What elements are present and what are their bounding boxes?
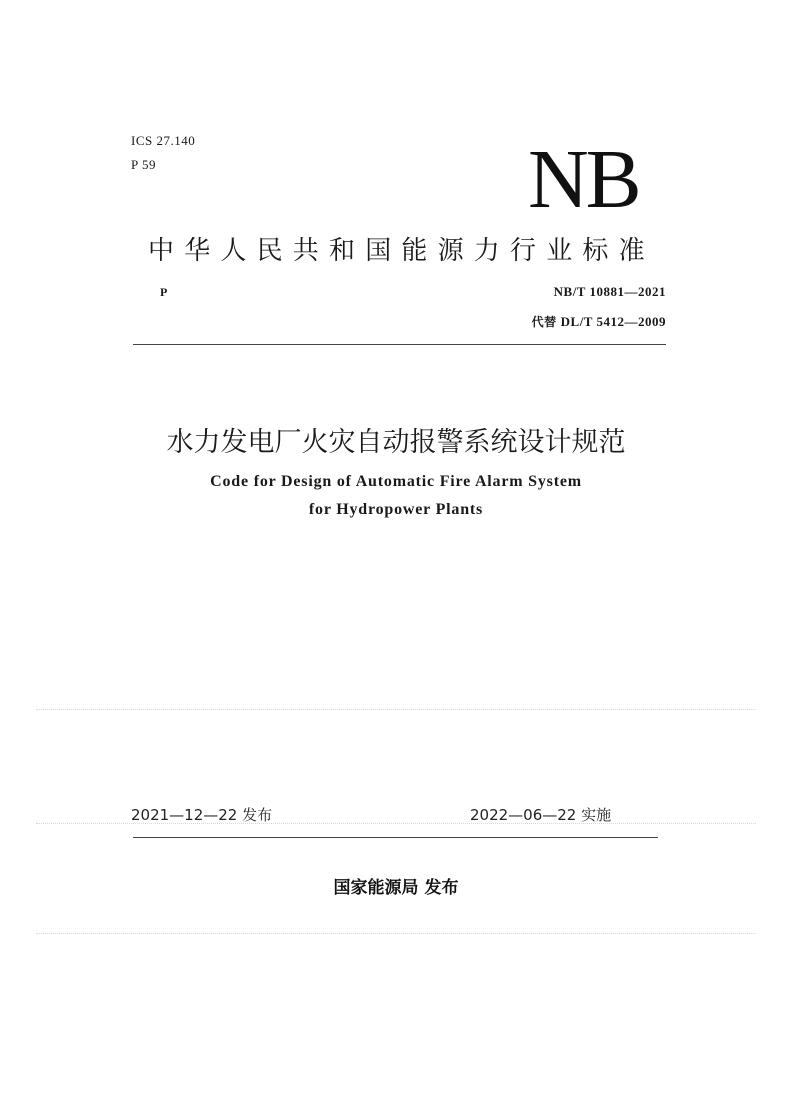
standard-number: NB/T 10881—2021 <box>553 284 666 299</box>
bottom-divider <box>133 837 658 838</box>
issue-date: 2021—12—22 发布 <box>131 806 273 824</box>
document-title-english-line2: for Hydropower Plants <box>308 501 484 518</box>
dotted-guide-line <box>36 709 756 710</box>
ics-code: ICS 27.140 <box>131 133 196 148</box>
dotted-guide-line <box>36 933 756 934</box>
replaces-number: DL/T 5412—2009 <box>560 314 666 329</box>
standard-type-title: 中华人民共和国能源力行业标准 <box>148 236 655 266</box>
nb-logo: NB <box>528 133 639 226</box>
top-divider <box>133 344 666 345</box>
implementation-date: 2022—06—22 实施 <box>470 806 612 824</box>
document-title-chinese: 水力发电厂火灾自动报警系统设计规范 <box>166 427 626 458</box>
classification-code: P 59 <box>131 157 156 172</box>
replaces-line <box>532 313 666 330</box>
publisher: 国家能源局 发布 <box>333 878 459 898</box>
replaces-label: 代替 <box>531 315 557 329</box>
document-title-english-line1: Code for Design of Automatic Fire Alarm System <box>210 473 582 490</box>
category-letter: P <box>160 285 168 299</box>
